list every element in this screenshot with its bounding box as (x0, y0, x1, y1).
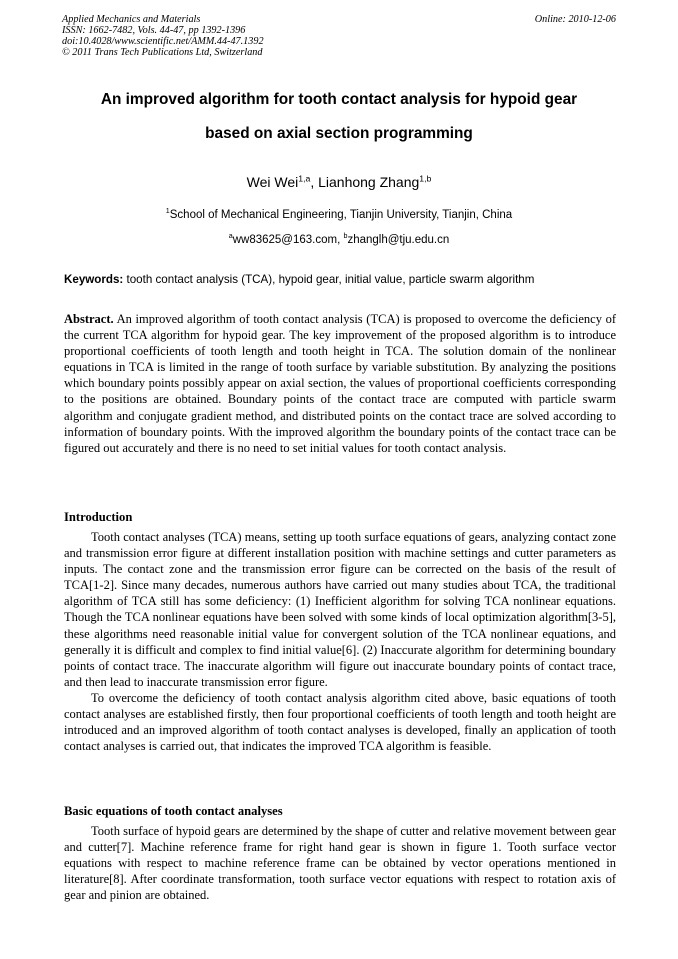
introduction-body (64, 529, 616, 754)
author-affiliation-mark: 1,a (298, 173, 311, 184)
email-link[interactable]: ww83625@163.com, (232, 234, 344, 246)
section-heading: Introduction (64, 510, 133, 524)
abstract-text: An improved algorithm of tooth contact analysis (TCA) is proposed to overcome the deficiency of the current TCA algorithm for hypoid gear. The key improvement of the proposed algorithm is to introduce proportional coefficients of tooth length and tooth height in TCA. The solution domain of the nonlinear equations in TCA is limited in the range of tooth surface by variable substitution. By analyzing the positions which boundary points possibly appear on axial section, the values of proportional coefficients corresponding to the positions are obtained. Boundary points of the contact trace are computed with particle swarm algorithm and conjugate gradient method, and distributed points on the contact trace are solved according to information of boundary points. With the improved algorithm the boundary points of the contact trace can be figured out accurately and there is no need to set initial values for tooth contact analysis. (64, 312, 616, 455)
affiliation-mark: 1 (165, 207, 170, 216)
author-list (0, 174, 678, 190)
abstract-label: Abstract. (64, 312, 114, 326)
email-mark: a (228, 232, 233, 241)
email-link[interactable]: zhanglh@tju.edu.cn (347, 234, 450, 246)
body-paragraph: To overcome the deficiency of tooth contact analysis algorithm cited above, basic equations of tooth contact analyses are established firstly, then four proportional coefficients of tooth length and tooth height are introduced and an improved algorithm of tooth contact analyses is developed, finally an application of tooth contact analyses is carried out, that indicates the improved TCA algorithm is feasible. (64, 690, 616, 754)
author-affiliation-mark: 1,b (419, 173, 432, 184)
author-name: Wei Wei (246, 174, 299, 190)
keywords-label: Keywords: (64, 273, 124, 286)
keywords (64, 272, 616, 287)
body-paragraph: Tooth surface of hypoid gears are determined by the shape of cutter and relative movement between gear and cutter[7]. Machine reference frame for right hand gear is shown in figure 1. Tooth surface vector equations with respect to machine reference frame can be obtained by vector operations mentioned in literature[8]. After coordinate transformation, tooth surface vector equations with respect to rotation axis of gear and pinion are obtained. (64, 824, 616, 903)
paper-title-line-2: based on axial section programming (205, 125, 473, 142)
author-name: Lianhong Zhang (318, 174, 420, 190)
online-date: Online: 2010-12-06 (534, 14, 616, 25)
journal-doi[interactable]: doi:10.4028/www.scientific.net/AMM.44-47.1392 (62, 36, 264, 47)
introduction-heading-block (64, 509, 616, 525)
journal-copyright: © 2011 Trans Tech Publications Ltd, Switzerland (62, 47, 263, 58)
email-mark: b (343, 232, 348, 241)
paper-title-line-1: An improved algorithm for tooth contact analysis for hypoid gear (100, 91, 578, 108)
author-emails (0, 234, 678, 246)
section-heading: Basic equations of tooth contact analyses (64, 804, 283, 818)
abstract-section (64, 311, 616, 456)
body-paragraph: Tooth contact analyses (TCA) means, setting up tooth surface equations of gears, analyzing contact zone and transmission error figure at different installation position with machine settings and cutter parameters as inputs. The contact zone and the transmission error figure can be corrected on the basis of the result of TCA[1-2]. Since many decades, numerous authors have carried out many studies about TCA, the traditional algorithm of TCA still has some deficiency: (1) Inefficient algorithm for solving TCA nonlinear equations. Though the TCA nonlinear equations have been solved with some kinds of local optimization algorithm[3-5], these algorithms need reasonable initial value for convergent solution of the TCA nonlinear equations, and generally it is difficult and complex to find initial value[6]. (2) Inaccurate algorithm for determining boundary points of contact trace. The inaccurate algorithm will figure out inaccurate boundary points of contact trace, and then lead to inaccurate transmission error figure. (64, 530, 616, 689)
abstract-paragraph (64, 311, 616, 456)
keywords-text: tooth contact analysis (TCA), hypoid gear, initial value, particle swarm algorithm (123, 273, 535, 286)
affiliation (0, 209, 678, 221)
journal-name: Applied Mechanics and Materials (62, 14, 201, 25)
basic-equations-body (64, 823, 616, 903)
journal-issn: ISSN: 1662-7482, Vols. 44-47, pp 1392-1396 (62, 25, 246, 36)
affiliation-text: School of Mechanical Engineering, Tianjin University, Tianjin, China (169, 209, 513, 221)
journal-header (62, 14, 264, 58)
basic-equations-heading-block (64, 803, 616, 819)
author-separator: , (310, 174, 319, 190)
